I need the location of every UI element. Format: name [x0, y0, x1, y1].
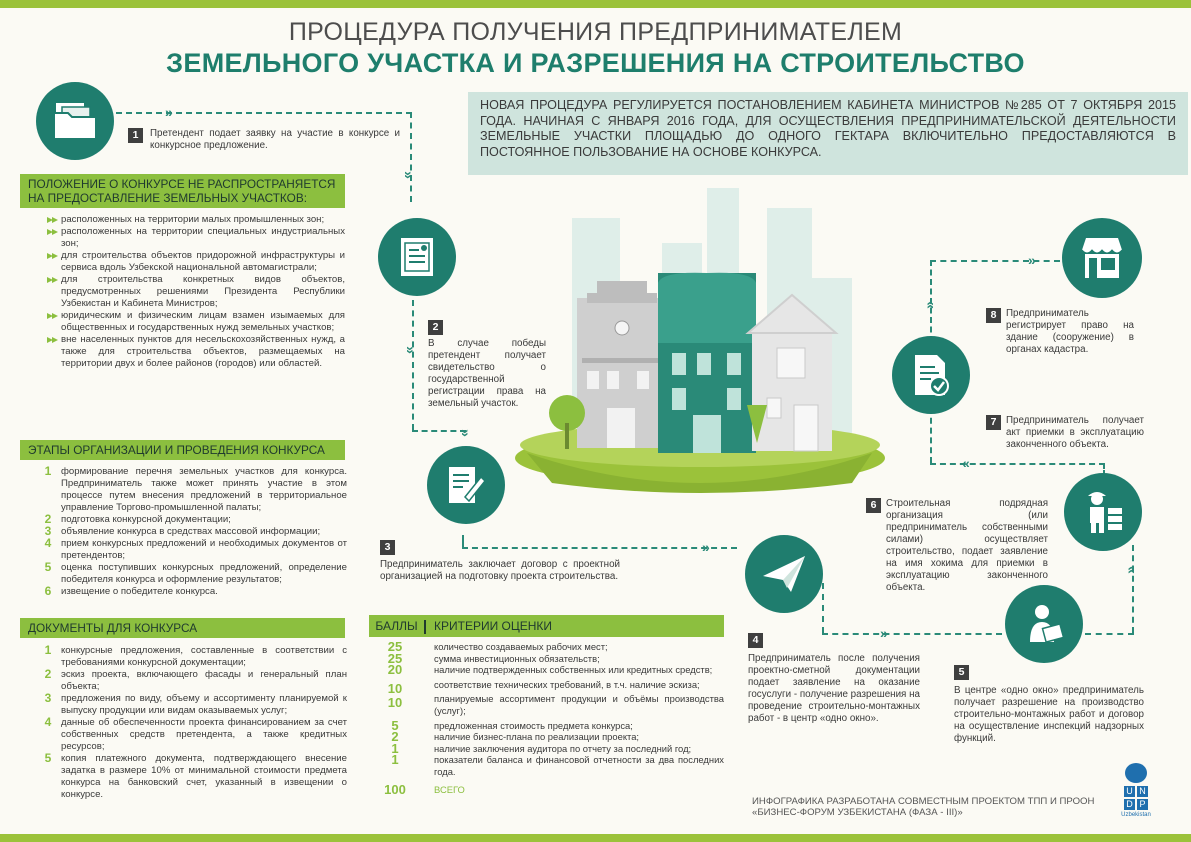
documents-heading: ДОКУМЕНТЫ ДЛЯ КОНКУРСА	[20, 618, 345, 638]
table-row: 5 предложенная стоимость предмета конкурса;	[391, 717, 633, 733]
footer-line1: ИНФОГРАФИКА РАЗРАБОТАНА СОВМЕСТНЫМ ПРОЕКТОМ ТПП И ПРООН	[752, 796, 1095, 807]
step-3-number: 3	[380, 540, 395, 555]
step-3	[380, 540, 620, 583]
list-item: вне населенных пунктов для несельскохозяйственных нужд, а также для строительства объектов, размещаемых на территории двух и более районов (городов) или областей.	[45, 334, 345, 370]
list-item: для строительства конкретных видов объектов, предусмотренных решениями Президента Республики Узбекистан и Кабинета Министров;	[45, 274, 345, 310]
criteria-table	[369, 615, 724, 795]
intro-box: НОВАЯ ПРОЦЕДУРА РЕГУЛИРУЕТСЯ ПОСТАНОВЛЕНИЕМ КАБИНЕТА МИНИСТРОВ №285 ОТ 7 ОКТЯБРЯ 2015 ГОДА. НАЧИНАЯ С ЯНВАРЯ 2016 ГОДА, ДЛЯ ОСУЩЕСТВЛЕНИЯ ПРЕДПРИНИМАТЕЛЬСКОЙ ДЕЯТЕЛЬНОСТИ ЗЕМЕЛЬНЫЕ УЧАСТКИ ПЛОЩАДЬЮ ДО ОДНОГО ГЕКТАРА ВКЛЮЧИТЕЛЬНО ПРЕДОСТАВЛЯЮТСЯ В ПОСТОЯННОЕ ПОЛЬЗОВАНИЕ НА ОСНОВЕ КОНКУРСА.	[468, 92, 1188, 175]
table-row: 25 количество создаваемых рабочих мест;	[387, 639, 608, 654]
list-item: 1 конкурсные предложения, составленные в соответствии с требованиями конкурсной документации;	[44, 643, 347, 668]
table-row-total: 100 ВСЕГО	[384, 781, 465, 797]
step-1-text: Претендент подает заявку на участие в конкурсе и конкурсное предложение.	[150, 128, 400, 151]
table-row: 25 сумма инвестиционных обязательств;	[387, 650, 600, 666]
exemptions-list	[45, 214, 345, 370]
list-item: 4 данные об обеспеченности проекта финансированием за счет собственных средств претендента, а также кредитных ресурсов;	[44, 715, 347, 752]
step-8	[986, 308, 1134, 356]
criteria-col-points: БАЛЛЫ	[375, 619, 418, 633]
undp-letters: U N D P	[1123, 785, 1149, 811]
paper-plane-icon	[745, 535, 823, 613]
table-row: 1 показатели баланса и финансовой отчетности за два последних года.	[391, 752, 724, 777]
table-row: 2 наличие бизнес-плана по реализации проекта;	[391, 729, 640, 745]
flow-line	[116, 112, 412, 114]
list-item: расположенных на территории специальных индустриальных зон;	[45, 226, 345, 250]
list-item: расположенных на территории малых промышленных зон;	[45, 214, 345, 226]
stages-list	[39, 466, 347, 598]
criteria-rows	[369, 637, 724, 795]
header-divider	[424, 620, 426, 634]
list-item: 4 прием конкурсных предложений и необходимых документов от претендентов;	[44, 536, 347, 561]
list-item: 5 оценка поступивших конкурсных предложений, определение победителя конкурса и оформление результатов;	[44, 560, 347, 585]
step-5	[954, 665, 1144, 745]
list-item: юридическим и физическим лицам взамен изымаемых для общественных и государственных нужд земельных участков;	[45, 310, 345, 334]
step-1	[128, 128, 400, 152]
flow-line	[822, 583, 824, 633]
undp-logo	[1121, 763, 1151, 823]
step-8-number: 8	[986, 308, 1001, 323]
step-8-text: Предприниматель регистрирует право на здание (сооружение) в органах кадастра.	[1006, 308, 1134, 355]
builder-icon	[1064, 473, 1142, 551]
footer-credits	[752, 796, 1094, 818]
arrow-right-icon: »	[702, 539, 710, 555]
step-2-number: 2	[428, 320, 443, 335]
arrow-up-icon: »	[920, 301, 937, 309]
arrow-right-icon: »	[880, 625, 888, 641]
documents-list	[39, 645, 347, 801]
list-item: для строительства объектов придорожной инфраструктуры и сервиса вдоль Узбекской национальной автомагистрали;	[45, 250, 345, 274]
step-6-number: 6	[866, 498, 881, 513]
criteria-header	[369, 615, 724, 637]
undp-emblem-icon	[1125, 763, 1147, 783]
step-6	[866, 498, 1048, 594]
arrow-up-icon: »	[1121, 566, 1138, 574]
step-5-text: В центре «одно окно» предприниматель получает разрешение на производство строительно-монтажных работ и договор на осуществление инспекций надзорных функций.	[954, 685, 1144, 744]
arrow-right-icon: »	[165, 104, 173, 120]
step-6-text: Строительная подрядная организация (или предприниматель собственными силами) осуществляет строительство, подает заявление на имя хокима для приемки в эксплуатацию законченного объекта.	[886, 498, 1048, 593]
step-7-number: 7	[986, 415, 1001, 430]
table-row: 10 соответствие технических требований, в т.ч. наличие эскиза;	[387, 678, 700, 696]
exemptions-heading: ПОЛОЖЕНИЕ О КОНКУРСЕ НЕ РАСПРОСТРАНЯЕТСЯ НА ПРЕДОСТАВЛЕНИЕ ЗЕМЕЛЬНЫХ УЧАСТКОВ:	[20, 174, 345, 208]
flow-line	[930, 408, 932, 463]
top-bar	[0, 0, 1191, 8]
list-item: 2 эскиз проекта, включающего фасады и генеральный план объекта;	[44, 667, 347, 692]
list-item: 3 предложения по виду, объему и ассортименту планируемой к выпуску продукции или видам оказываемых услуг;	[44, 691, 347, 716]
flow-line	[930, 260, 1060, 262]
step-2-text: В случае победы претендент получает свидетельство о государственной регистрации права на земельный участок.	[428, 338, 546, 409]
folder-icon	[36, 82, 114, 160]
step-5-number: 5	[954, 665, 969, 680]
table-row: 10 планируемые ассортимент продукции и объёмы производства (услуг);	[387, 693, 724, 716]
flow-line	[412, 300, 414, 430]
criteria-col-criteria: КРИТЕРИИ ОЦЕНКИ	[434, 619, 553, 633]
step-7	[986, 415, 1144, 451]
flow-line	[930, 463, 1105, 465]
step-4-number: 4	[748, 633, 763, 648]
document-check-icon	[892, 336, 970, 414]
certificate-icon	[378, 218, 456, 296]
arrow-left-icon: «	[962, 455, 970, 471]
shop-building-icon	[1062, 218, 1142, 298]
arrow-down-icon: »	[400, 171, 417, 179]
step-4-text: Предприниматель после получения проектно-сметной документации подает заявление на оказание госуслуги - получение разрешения на проведение строительно-монтажных работ - в центр «одно окно».	[748, 653, 920, 724]
bottom-bar	[0, 834, 1191, 842]
buildings-illustration	[512, 183, 890, 493]
list-item: 1 формирование перечня земельных участков для конкурса. Предприниматель также может принять участие в этом процессе путем внесения предложений в территориальное управление Торгово-промышленной палаты;	[44, 464, 347, 513]
step-4	[748, 633, 920, 725]
step-3-text: Предприниматель заключает договор с проектной организацией на подготовку проекта строительства.	[380, 559, 620, 582]
page-title-line2: ЗЕМЕЛЬНОГО УЧАСТКА И РАЗРЕШЕНИЯ НА СТРОИТЕЛЬСТВО	[166, 48, 1025, 78]
list-item: 5 копия платежного документа, подтверждающего внесение задатка в размере 10% от минимальной стоимости предмета конкурса на банковский счет, указанный в извещении о конкурсе.	[44, 751, 347, 800]
flow-line	[1132, 545, 1134, 633]
contract-sign-icon	[427, 446, 505, 524]
step-1-number: 1	[128, 128, 143, 143]
undp-caption: Uzbekistan	[1121, 812, 1151, 818]
permit-receive-icon	[1005, 585, 1083, 663]
stages-heading: ЭТАПЫ ОРГАНИЗАЦИИ И ПРОВЕДЕНИЯ КОНКУРСА	[20, 440, 345, 460]
table-row: 20 наличие подтвержденных собственных или кредитных средств;	[387, 662, 713, 678]
step-7-text: Предприниматель получает акт приемки в эксплуатацию законченного объекта.	[1006, 415, 1144, 450]
footer-line2: «БИЗНЕС-ФОРУМ УЗБЕКИСТАНА (ФАЗА - III)»	[752, 807, 963, 818]
flow-line	[1085, 633, 1134, 635]
arrow-down-icon: »	[402, 346, 419, 354]
list-item: 6 извещение о победителе конкурса.	[44, 584, 218, 598]
list-item: 3 объявление конкурса в средствах массовой информации;	[44, 524, 321, 538]
list-item: 2 подготовка конкурсной документации;	[44, 512, 231, 526]
page-title-line1: ПРОЦЕДУРА ПОЛУЧЕНИЯ ПРЕДПРИНИМАТЕЛЕМ	[288, 18, 903, 46]
table-row: 1 наличие заключения аудитора по отчету за последний год;	[391, 740, 692, 756]
arrow-down-icon: »	[457, 429, 474, 437]
arrow-right-icon: »	[1028, 252, 1036, 268]
flow-line	[410, 112, 412, 202]
